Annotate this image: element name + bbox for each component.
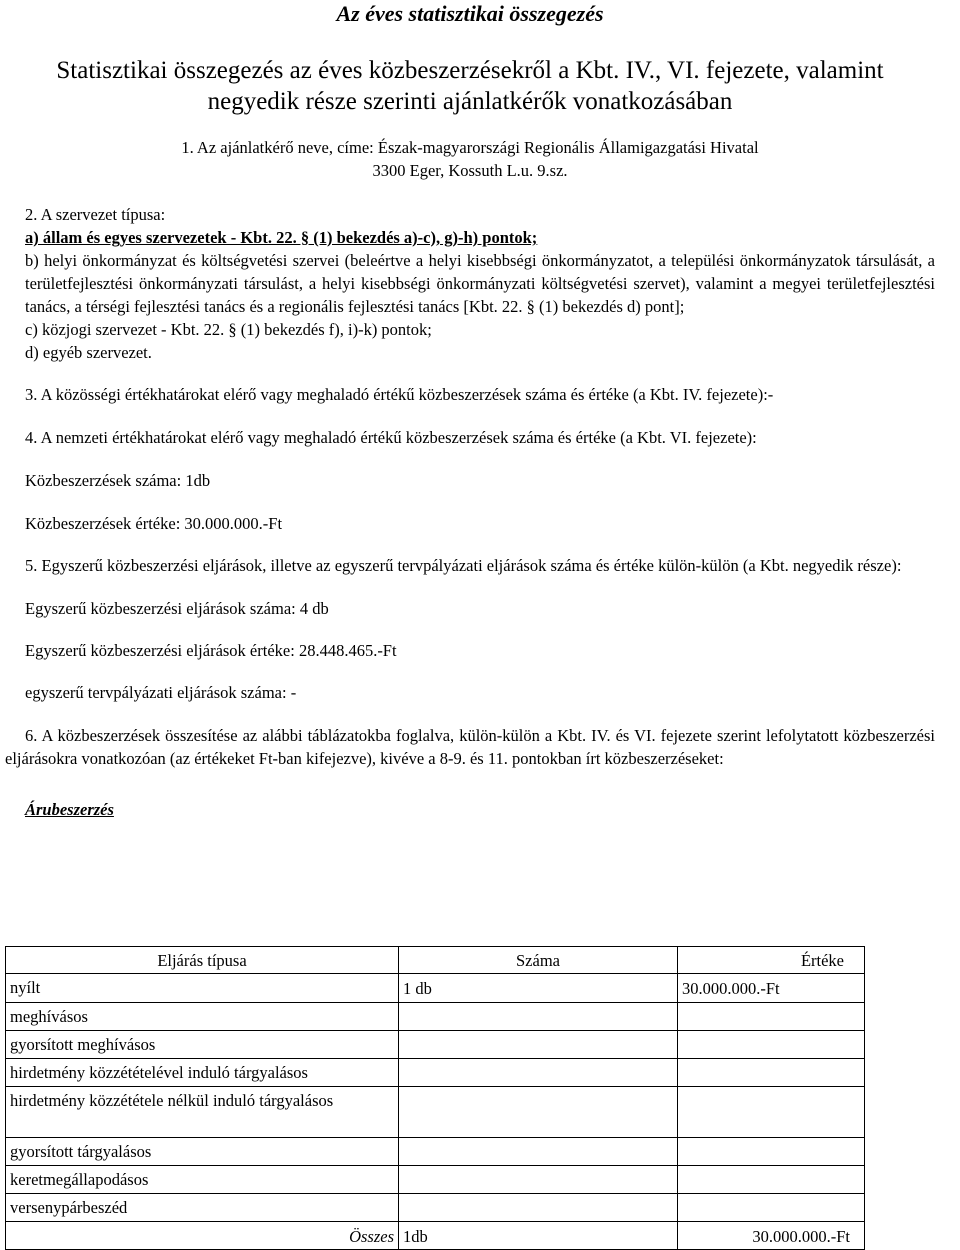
section-2-heading: 2. A szervezet típusa:	[25, 205, 166, 224]
section-1-contracting-authority	[5, 136, 935, 182]
procedure-value-cell	[678, 1031, 865, 1059]
procedure-type-cell: hirdetmény közzétételével induló tárgyalásos	[6, 1059, 399, 1087]
total-value: 30.000.000.-Ft	[678, 1222, 865, 1250]
total-label: Összes	[6, 1222, 399, 1250]
document-page	[5, 0, 935, 821]
procedure-count-cell	[399, 1138, 678, 1166]
document-subtitle	[5, 55, 935, 117]
table-row	[6, 1087, 865, 1138]
subtitle-line-2: negyedik része szerinti ajánlatkérők vonatkozásában	[207, 88, 733, 115]
procedure-value-cell	[678, 1166, 865, 1194]
procedure-value-cell	[678, 1059, 865, 1087]
procedure-type-cell: gyorsított tárgyalásos	[6, 1138, 399, 1166]
org-type-d: d) egyéb szervezet.	[25, 343, 152, 362]
header-value: Értéke	[678, 947, 865, 974]
procedure-count-cell	[399, 1003, 678, 1031]
table-row	[6, 1059, 865, 1087]
section-3-community-thresholds: 3. A közösségi értékhatárokat elérő vagy meghaladó értékű közbeszerzések száma és értéke (a Kbt. IV. fejezete):-	[25, 385, 774, 404]
procedure-value-cell: 30.000.000.-Ft	[678, 974, 865, 1003]
table-row	[6, 1003, 865, 1031]
section-6-summary: 6. A közbeszerzések összesítése az alábbi táblázatokba foglalva, külön-külön a Kbt. IV. és VI. fejezete szerint lefolytatott közbeszerzési eljárásokra vonatkozóan (az értékeket Ft-ban kifejezve), kivéve a 8-9. és 11. pontokban írt közbeszerzéseket:	[5, 726, 935, 768]
table-total-row	[6, 1222, 865, 1250]
table-row	[6, 974, 865, 1003]
procedure-value-cell	[678, 1003, 865, 1031]
procedure-value-cell	[678, 1138, 865, 1166]
header-procedure-type: Eljárás típusa	[6, 947, 399, 974]
procurement-table	[5, 946, 865, 1250]
procedure-type-cell: keretmegállapodásos	[6, 1166, 399, 1194]
section-5-simple-procedures: 5. Egyszerű közbeszerzési eljárások, illetve az egyszerű tervpályázati eljárások száma és értéke külön-külön (a Kbt. negyedik része):	[25, 556, 902, 575]
goods-procurement-heading: Árubeszerzés	[25, 800, 114, 819]
table-header-row	[6, 947, 865, 974]
procedure-count-cell	[399, 1166, 678, 1194]
section-4-count: Közbeszerzések száma: 1db	[25, 471, 211, 490]
procedure-type-cell: hirdetmény közzététele nélkül induló tárgyalásos	[6, 1087, 399, 1138]
procedure-count-cell	[399, 1031, 678, 1059]
procedure-count-cell	[399, 1194, 678, 1222]
table-row	[6, 1194, 865, 1222]
procedure-type-cell: meghívásos	[6, 1003, 399, 1031]
section-1-line-2: 3300 Eger, Kossuth L.u. 9.sz.	[372, 161, 568, 180]
org-type-c: c) közjogi szervezet - Kbt. 22. § (1) bekezdés f), i)-k) pontok;	[25, 320, 432, 339]
org-type-a-text: a) állam és egyes szervezetek - Kbt. 22. § (1) bekezdés a)-c), g)-h) pontok;	[25, 228, 538, 247]
procedure-type-cell: gyorsított meghívásos	[6, 1031, 399, 1059]
header-count: Száma	[399, 947, 678, 974]
table-row	[6, 1166, 865, 1194]
table-row	[6, 1031, 865, 1059]
subtitle-line-1: Statisztikai összegezés az éves közbeszerzésekről a Kbt. IV., VI. fejezete, valamint	[56, 57, 884, 84]
section-1-line-1: 1. Az ajánlatkérő neve, címe: Észak-magyarországi Regionális Államigazgatási Hivatal	[181, 138, 759, 157]
procedure-type-cell: nyílt	[6, 974, 399, 1003]
section-5-design-contests: egyszerű tervpályázati eljárások száma: -	[25, 683, 297, 702]
total-count: 1db	[399, 1222, 678, 1250]
procedure-value-cell	[678, 1087, 865, 1138]
section-5-count: Egyszerű közbeszerzési eljárások száma: 4 db	[25, 599, 329, 618]
section-4-national-thresholds: 4. A nemzeti értékhatárokat elérő vagy meghaladó értékű közbeszerzések száma és értéke (a Kbt. VI. fejezete):	[25, 428, 757, 447]
procedure-type-cell: versenypárbeszéd	[6, 1194, 399, 1222]
procedure-count-cell	[399, 1059, 678, 1087]
section-4-value: Közbeszerzések értéke: 30.000.000.-Ft	[25, 514, 283, 533]
section-2-organisation-type	[5, 203, 935, 249]
procedure-count-cell	[399, 1087, 678, 1138]
section-5-value: Egyszerű közbeszerzési eljárások értéke: 28.448.465.-Ft	[25, 641, 397, 660]
document-title: Az éves statisztikai összegezés	[336, 1, 604, 26]
org-type-a-selected	[25, 226, 935, 249]
procedure-count-cell: 1 db	[399, 974, 678, 1003]
procedure-value-cell	[678, 1194, 865, 1222]
org-type-b: b) helyi önkormányzat és költségvetési szervei (beleértve a helyi kisebbségi önkormányzatot, a települési önkormányzatok társulását, a területfejlesztési önkormányzati társulást, a helyi kisebbségi önkormányzati költségvetési szervet), valamint a megyei területfejlesztési tanács, a térségi fejlesztési tanács és a regionális fejlesztési tanács [Kbt. 22. § (1) bekezdés d) pont];	[25, 251, 935, 316]
table-row	[6, 1138, 865, 1166]
